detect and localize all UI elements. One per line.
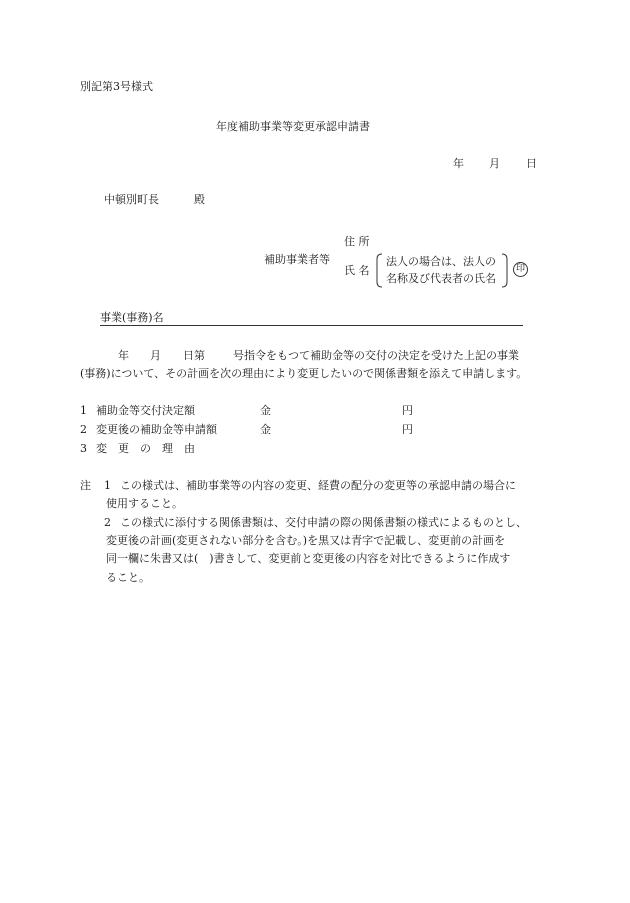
item-1-unit: 円 — [402, 404, 413, 417]
note-2-line4: ること。 — [106, 571, 150, 584]
body-month: 月 — [150, 349, 161, 362]
date-month: 月 — [489, 157, 500, 170]
applicant-label: 補助事業者等 — [264, 253, 330, 266]
item-3-no: 3 — [80, 442, 87, 455]
note-2-line2: 変更後の計画(変更されない部分を含む。)を黒又は青字で記載し、変更前の計画を — [106, 534, 506, 547]
item-1-prefix: 金 — [260, 404, 271, 417]
body-year: 年 — [118, 349, 129, 362]
item-1-no: 1 — [80, 404, 87, 417]
note-2-line3: 同一欄に朱書又は( )書きして、変更前と変更後の内容を対比できるように作成す — [106, 552, 511, 565]
project-name-line — [100, 325, 523, 326]
date-year: 年 — [453, 157, 464, 170]
seal-mark: 印 — [513, 262, 528, 277]
item-3-label: 変 更 の 理 由 — [96, 442, 195, 455]
item-2-prefix: 金 — [260, 423, 271, 436]
addressee-honorific: 殿 — [194, 193, 205, 206]
body-day-no: 日第 — [183, 349, 205, 362]
note-1-line1: この様式は、補助事業等の内容の変更、経費の配分の変更等の承認申請の場合に — [120, 479, 516, 492]
name-label: 氏 名 — [344, 264, 370, 277]
note-2-no: 2 — [104, 516, 111, 529]
form-id: 別記第3号様式 — [80, 80, 153, 93]
item-2-label: 変更後の補助金等申請額 — [96, 423, 217, 436]
corporate-note-line2: 名称及び代表者の氏名 — [386, 272, 496, 285]
corporate-note-bracket — [376, 253, 508, 288]
item-2-unit: 円 — [402, 423, 413, 436]
notes-heading: 注 — [80, 479, 91, 492]
item-1-label: 補助金等交付決定額 — [96, 404, 195, 417]
body-line2: (事務)について、その計画を次の理由により変更したいので関係書類を添えて申請します。 — [80, 367, 528, 380]
note-1-no: 1 — [104, 479, 111, 492]
note-2-line1: この様式に添付する関係書類は、交付申請の際の関係書類の様式によるものとし、 — [120, 516, 527, 529]
addressee-name: 中頓別町長 — [104, 193, 159, 206]
address-label: 住 所 — [344, 235, 370, 248]
note-1-line2: 使用すること。 — [106, 497, 183, 510]
body-line1-rest: 号指令をもつて補助金等の交付の決定を受けた上記の事業 — [233, 349, 519, 362]
corporate-note-line1: 法人の場合は、法人の — [386, 255, 496, 268]
date-day: 日 — [526, 157, 537, 170]
project-name-label: 事業(事務)名 — [100, 311, 164, 324]
document-title: 年度補助事業等変更承認申請書 — [216, 120, 370, 133]
item-2-no: 2 — [80, 423, 87, 436]
